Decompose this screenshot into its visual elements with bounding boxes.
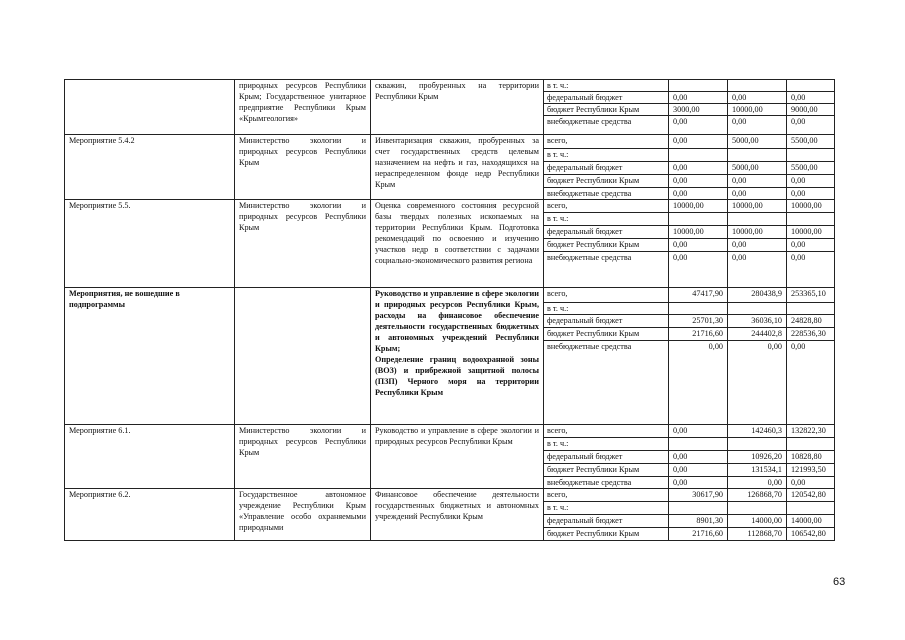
amount-cell-v3: 5500,00 bbox=[787, 135, 835, 149]
measure-cell bbox=[65, 80, 235, 135]
funding-source-cell: федеральный бюджет bbox=[544, 315, 669, 328]
table-row bbox=[65, 135, 835, 149]
funding-source-cell: внебюджетные средства bbox=[544, 188, 669, 200]
amount-cell-v2: 10926,20 bbox=[728, 451, 787, 464]
amount-cell-v3: 132822,30 bbox=[787, 425, 835, 438]
amount-cell-v3: 10000,00 bbox=[787, 226, 835, 239]
amount-cell-v1: 0,00 bbox=[669, 341, 728, 425]
amount-cell-v1: 10000,00 bbox=[669, 226, 728, 239]
amount-cell-v3: 0,00 bbox=[787, 175, 835, 188]
funding-source-cell: бюджет Республики Крым bbox=[544, 239, 669, 252]
amount-cell-v1: 3000,00 bbox=[669, 104, 728, 116]
amount-cell-v2: 244402,8 bbox=[728, 328, 787, 341]
funding-source-cell: внебюджетные средства bbox=[544, 477, 669, 489]
executor-cell bbox=[235, 288, 371, 425]
amount-cell-v1: 0,00 bbox=[669, 425, 728, 438]
amount-cell-v3: 14000,00 bbox=[787, 515, 835, 528]
funding-source-cell: в т. ч.: bbox=[544, 438, 669, 451]
budget-table-body bbox=[65, 80, 835, 541]
amount-cell-v2: 10000,00 bbox=[728, 226, 787, 239]
funding-source-cell: в т. ч.: bbox=[544, 303, 669, 315]
amount-cell-v1: 0,00 bbox=[669, 135, 728, 149]
funding-source-cell: федеральный бюджет bbox=[544, 162, 669, 175]
funding-source-cell: бюджет Республики Крым bbox=[544, 528, 669, 541]
funding-source-cell: всего, bbox=[544, 135, 669, 149]
amount-cell-v3: 10828,80 bbox=[787, 451, 835, 464]
amount-cell-v1: 8901,30 bbox=[669, 515, 728, 528]
amount-cell-v2: 36036,10 bbox=[728, 315, 787, 328]
amount-cell-v1 bbox=[669, 80, 728, 92]
funding-source-cell: всего, bbox=[544, 425, 669, 438]
amount-cell-v2: 5000,00 bbox=[728, 162, 787, 175]
funding-source-cell: всего, bbox=[544, 489, 669, 502]
executor-cell: Министерство экологии и природных ресурсов Республики Крым bbox=[235, 200, 371, 288]
measure-cell: Мероприятие 6.2. bbox=[65, 489, 235, 541]
amount-cell-v2: 112868,70 bbox=[728, 528, 787, 541]
funding-source-cell: в т. ч.: bbox=[544, 213, 669, 226]
amount-cell-v2 bbox=[728, 303, 787, 315]
amount-cell-v1: 0,00 bbox=[669, 477, 728, 489]
funding-source-cell: бюджет Республики Крым bbox=[544, 104, 669, 116]
funding-source-cell: в т. ч.: bbox=[544, 80, 669, 92]
amount-cell-v2: 0,00 bbox=[728, 477, 787, 489]
amount-cell-v1: 10000,00 bbox=[669, 200, 728, 213]
amount-cell-v3: 0,00 bbox=[787, 239, 835, 252]
funding-source-cell: в т. ч.: bbox=[544, 149, 669, 162]
amount-cell-v2: 142460,3 bbox=[728, 425, 787, 438]
content-cell: Оценка современного состояния ресурсной базы твердых полезных ископаемых на территории Республики Крым. Подготовка рекомендаций по освоению и изучению участков недр в соответствии с задачами социально-экономического развития региона bbox=[371, 200, 544, 288]
amount-cell-v1: 30617,90 bbox=[669, 489, 728, 502]
amount-cell-v3: 0,00 bbox=[787, 477, 835, 489]
amount-cell-v3: 0,00 bbox=[787, 252, 835, 288]
content-cell: Финансовое обеспечение деятельности государственных бюджетных и автономных учреждений Республики Крым bbox=[371, 489, 544, 541]
amount-cell-v3 bbox=[787, 502, 835, 515]
amount-cell-v3: 0,00 bbox=[787, 92, 835, 104]
amount-cell-v1 bbox=[669, 502, 728, 515]
funding-source-cell: внебюджетные средства bbox=[544, 252, 669, 288]
amount-cell-v2: 10000,00 bbox=[728, 200, 787, 213]
executor-cell: Министерство экологии и природных ресурсов Республики Крым bbox=[235, 425, 371, 489]
amount-cell-v3: 5500,00 bbox=[787, 162, 835, 175]
amount-cell-v2: 0,00 bbox=[728, 341, 787, 425]
table-row bbox=[65, 80, 835, 92]
amount-cell-v1: 0,00 bbox=[669, 464, 728, 477]
amount-cell-v3: 10000,00 bbox=[787, 200, 835, 213]
funding-source-cell: внебюджетные средства bbox=[544, 341, 669, 425]
table-row bbox=[65, 288, 835, 303]
amount-cell-v2: 126868,70 bbox=[728, 489, 787, 502]
amount-cell-v2: 0,00 bbox=[728, 188, 787, 200]
content-cell: скважин, пробуренных на территории Республики Крым bbox=[371, 80, 544, 135]
amount-cell-v3: 228536,30 bbox=[787, 328, 835, 341]
budget-table bbox=[64, 79, 835, 541]
measure-cell: Мероприятия, не вошедшие в подпрограммы bbox=[65, 288, 235, 425]
amount-cell-v1: 0,00 bbox=[669, 252, 728, 288]
amount-cell-v1: 0,00 bbox=[669, 92, 728, 104]
amount-cell-v2: 0,00 bbox=[728, 252, 787, 288]
executor-cell: природных ресурсов Республики Крым; Государственное унитарное предприятие Республики Крым «Крымгеология» bbox=[235, 80, 371, 135]
amount-cell-v2 bbox=[728, 438, 787, 451]
amount-cell-v3: 0,00 bbox=[787, 188, 835, 200]
funding-source-cell: бюджет Республики Крым bbox=[544, 328, 669, 341]
content-cell: Руководство и управление в сфере экологии и природных ресурсов Республики Крым, расходы на финансовое обеспечение деятельности государственных бюджетных и автономных учреждений Республики Крым; Определение границ водоохранной зоны (ВОЗ) и прибрежной защитной полосы (ПЗП) Черного моря на территории Республики Крым bbox=[371, 288, 544, 425]
amount-cell-v1 bbox=[669, 149, 728, 162]
amount-cell-v2 bbox=[728, 502, 787, 515]
amount-cell-v2: 0,00 bbox=[728, 239, 787, 252]
funding-source-cell: федеральный бюджет bbox=[544, 92, 669, 104]
amount-cell-v2: 280438,9 bbox=[728, 288, 787, 303]
amount-cell-v3: 0,00 bbox=[787, 116, 835, 135]
amount-cell-v2 bbox=[728, 213, 787, 226]
amount-cell-v1: 21716,60 bbox=[669, 528, 728, 541]
funding-source-cell: бюджет Республики Крым bbox=[544, 175, 669, 188]
amount-cell-v1 bbox=[669, 213, 728, 226]
page-number: 63 bbox=[833, 576, 846, 588]
amount-cell-v3: 253365,10 bbox=[787, 288, 835, 303]
amount-cell-v2: 5000,00 bbox=[728, 135, 787, 149]
amount-cell-v1: 21716,60 bbox=[669, 328, 728, 341]
measure-cell: Мероприятие 5.5. bbox=[65, 200, 235, 288]
amount-cell-v3 bbox=[787, 149, 835, 162]
amount-cell-v1: 0,00 bbox=[669, 175, 728, 188]
amount-cell-v3: 9000,00 bbox=[787, 104, 835, 116]
amount-cell-v3: 24828,80 bbox=[787, 315, 835, 328]
amount-cell-v3: 120542,80 bbox=[787, 489, 835, 502]
table-row bbox=[65, 489, 835, 502]
amount-cell-v1: 47417,90 bbox=[669, 288, 728, 303]
amount-cell-v3 bbox=[787, 438, 835, 451]
amount-cell-v1: 0,00 bbox=[669, 116, 728, 135]
table-row bbox=[65, 200, 835, 213]
amount-cell-v1: 0,00 bbox=[669, 162, 728, 175]
amount-cell-v2: 10000,00 bbox=[728, 104, 787, 116]
measure-cell: Мероприятие 6.1. bbox=[65, 425, 235, 489]
funding-source-cell: в т. ч.: bbox=[544, 502, 669, 515]
amount-cell-v1 bbox=[669, 303, 728, 315]
funding-source-cell: бюджет Республики Крым bbox=[544, 464, 669, 477]
executor-cell: Государственное автономное учреждение Республики Крым «Управление особо охраняемыми природными bbox=[235, 489, 371, 541]
amount-cell-v1: 0,00 bbox=[669, 239, 728, 252]
funding-source-cell: всего, bbox=[544, 288, 669, 303]
executor-cell: Министерство экологии и природных ресурсов Республики Крым bbox=[235, 135, 371, 200]
content-cell: Инвентаризация скважин, пробуренных за счет государственных средств целевым назначением на нефть и газ, находящихся на нераспределенном фонде недр Республики Крым bbox=[371, 135, 544, 200]
amount-cell-v3 bbox=[787, 303, 835, 315]
amount-cell-v3 bbox=[787, 80, 835, 92]
funding-source-cell: федеральный бюджет bbox=[544, 515, 669, 528]
amount-cell-v2: 131534,1 bbox=[728, 464, 787, 477]
amount-cell-v3: 106542,80 bbox=[787, 528, 835, 541]
content-cell: Руководство и управление в сфере экологии и природных ресурсов Республики Крым bbox=[371, 425, 544, 489]
amount-cell-v1: 25701,30 bbox=[669, 315, 728, 328]
amount-cell-v1 bbox=[669, 438, 728, 451]
amount-cell-v2 bbox=[728, 80, 787, 92]
amount-cell-v1: 0,00 bbox=[669, 188, 728, 200]
measure-cell: Мероприятие 5.4.2 bbox=[65, 135, 235, 200]
amount-cell-v2 bbox=[728, 149, 787, 162]
amount-cell-v3 bbox=[787, 213, 835, 226]
table-row bbox=[65, 425, 835, 438]
amount-cell-v2: 0,00 bbox=[728, 175, 787, 188]
funding-source-cell: федеральный бюджет bbox=[544, 226, 669, 239]
amount-cell-v2: 14000,00 bbox=[728, 515, 787, 528]
funding-source-cell: внебюджетные средства bbox=[544, 116, 669, 135]
amount-cell-v2: 0,00 bbox=[728, 116, 787, 135]
funding-source-cell: всего, bbox=[544, 200, 669, 213]
amount-cell-v1: 0,00 bbox=[669, 451, 728, 464]
amount-cell-v3: 0,00 bbox=[787, 341, 835, 425]
amount-cell-v3: 121993,50 bbox=[787, 464, 835, 477]
funding-source-cell: федеральный бюджет bbox=[544, 451, 669, 464]
amount-cell-v2: 0,00 bbox=[728, 92, 787, 104]
